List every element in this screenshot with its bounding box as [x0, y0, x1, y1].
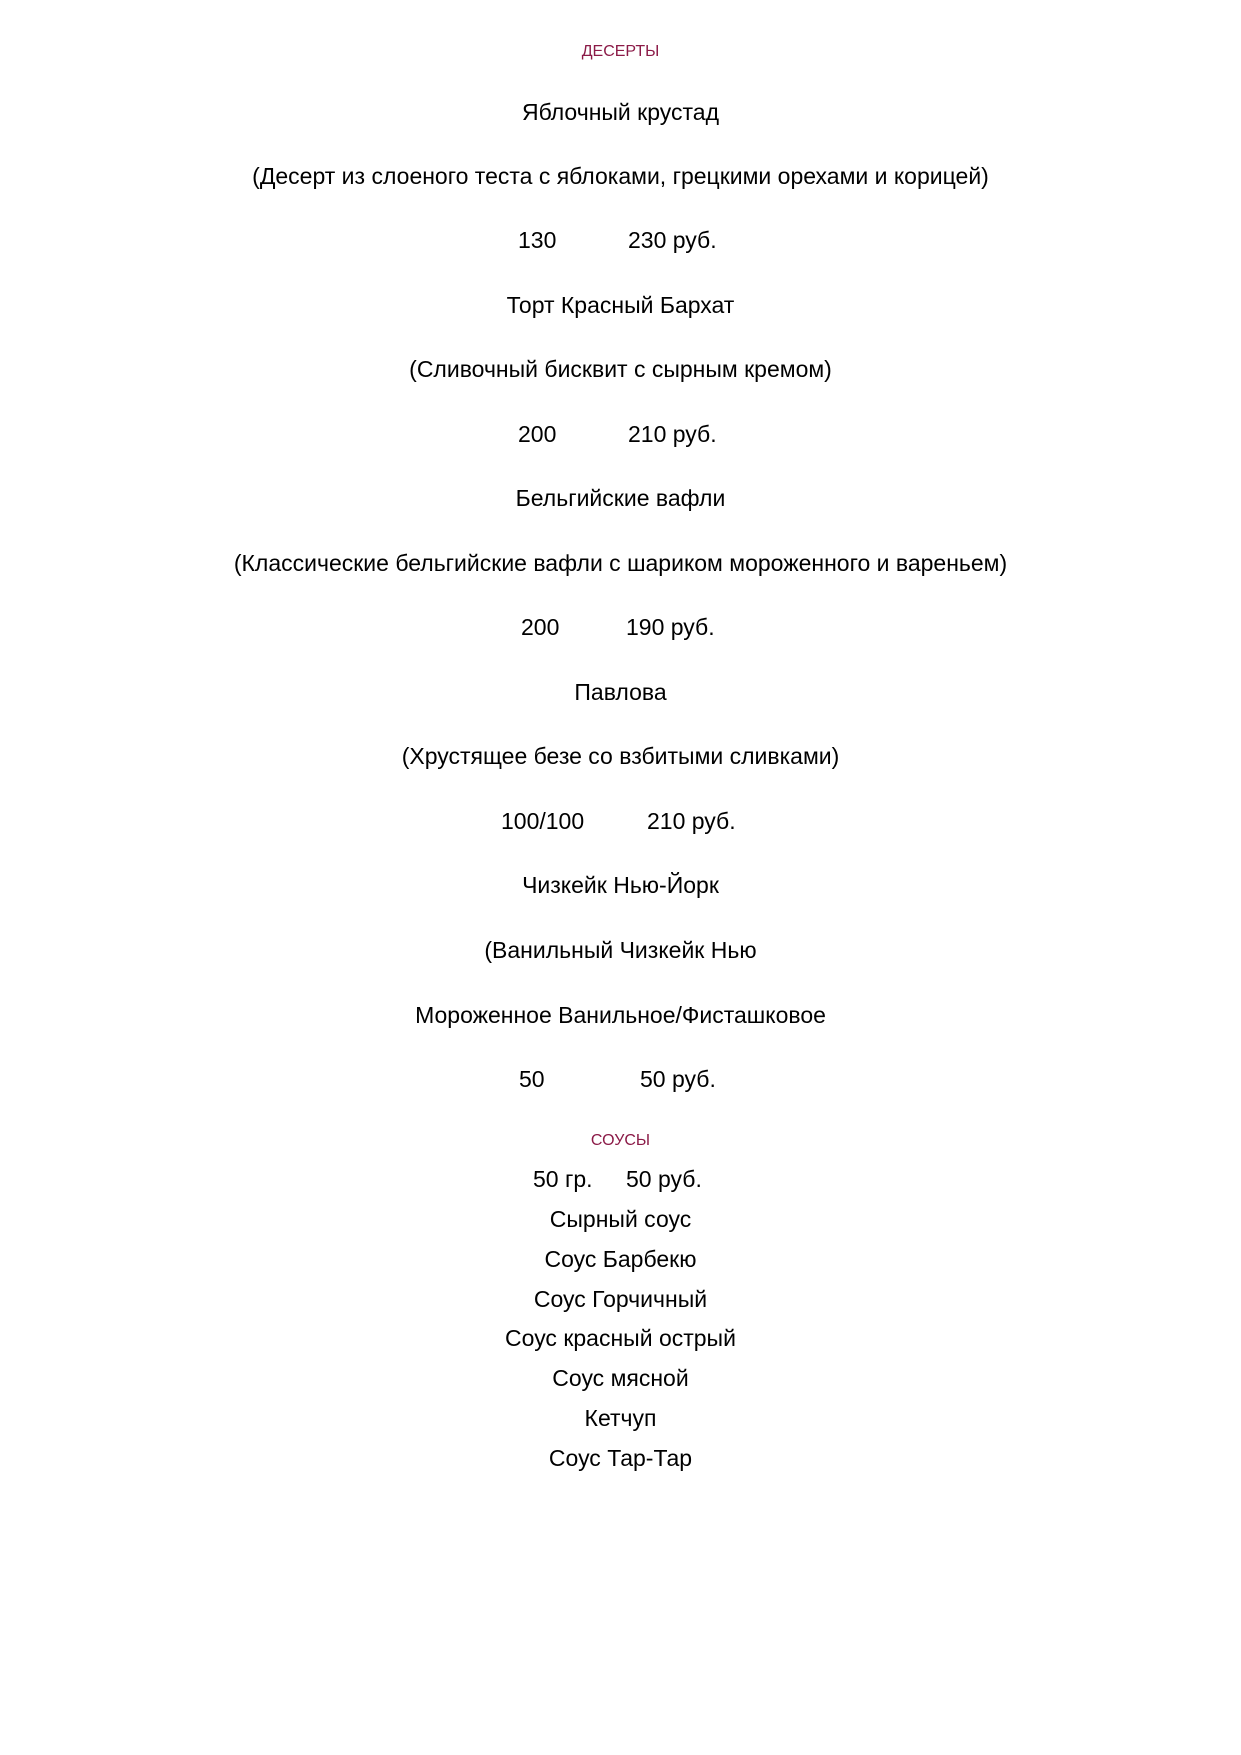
dessert-price: 210 руб. — [647, 808, 736, 834]
dessert-description: (Сливочный бисквит с сырным кремом) — [409, 356, 832, 382]
dessert-description: (Классические бельгийские вафли с шариком мороженного и вареньем) — [233, 550, 1008, 576]
sauces-heading: СОУСЫ — [590, 1132, 651, 1149]
dessert-price: 230 руб. — [628, 227, 717, 253]
desserts-heading: ДЕСЕРТЫ — [581, 43, 660, 60]
dessert-weight: 200 — [521, 614, 560, 640]
sauce-item: Соус мясной — [552, 1365, 689, 1391]
dessert-name: Яблочный крустад — [522, 99, 719, 125]
sauce-item: Кетчуп — [584, 1405, 657, 1431]
sauce-item: Соус Тар-Тар — [548, 1445, 693, 1471]
dessert-weight: 50 — [519, 1066, 545, 1092]
dessert-price: 50 руб. — [640, 1066, 716, 1092]
sauce-item: Сырный соус — [549, 1206, 692, 1232]
dessert-description: (Хрустящее безе со взбитыми сливками) — [401, 743, 840, 769]
dessert-name: Торт Красный Бархат — [506, 292, 735, 318]
dessert-name: Павлова — [574, 679, 667, 705]
sauce-item: Соус Барбекю — [544, 1246, 697, 1272]
dessert-price: 210 руб. — [628, 421, 717, 447]
dessert-name: Мороженное Ванильное/Фисташковое — [415, 1002, 826, 1028]
dessert-name: Чизкейк Нью-Йорк — [522, 872, 719, 898]
dessert-weight: 100/100 — [501, 808, 585, 834]
dessert-description: (Ванильный Чизкейк Нью — [484, 937, 757, 963]
sauces-price: 50 руб. — [626, 1166, 702, 1192]
sauces-weight: 50 гр. — [533, 1166, 593, 1192]
dessert-name: Бельгийские вафли — [515, 485, 726, 511]
sauce-item: Соус красный острый — [505, 1325, 736, 1351]
dessert-weight: 130 — [518, 227, 557, 253]
sauce-item: Соус Горчичный — [533, 1286, 708, 1312]
dessert-description: (Десерт из слоеного теста с яблоками, грецкими орехами и корицей) — [252, 163, 989, 189]
dessert-weight: 200 — [518, 421, 557, 447]
dessert-price: 190 руб. — [626, 614, 715, 640]
